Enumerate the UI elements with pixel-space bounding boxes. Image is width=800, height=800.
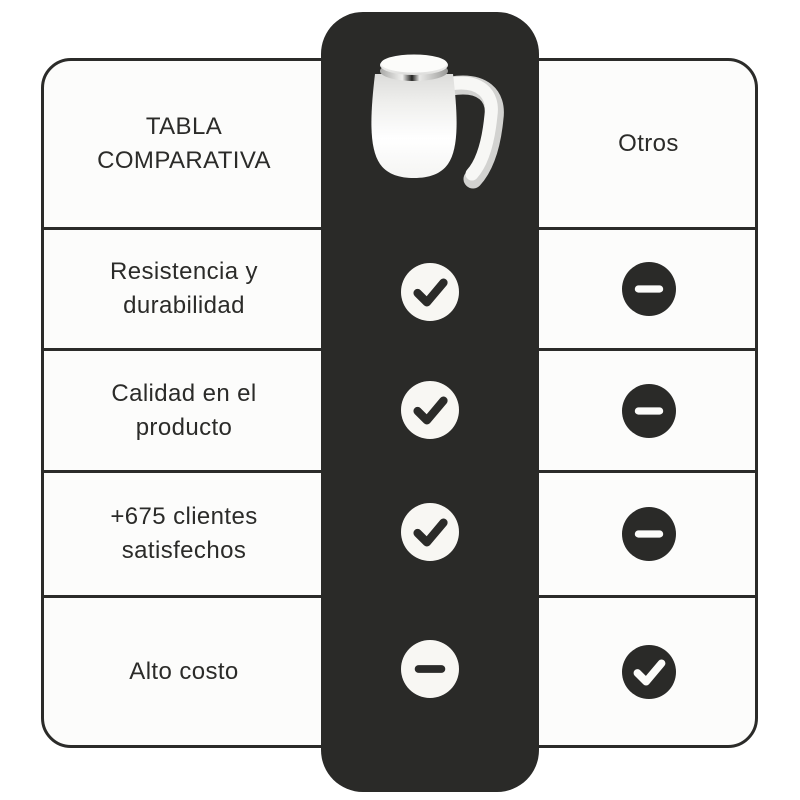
feature-cell bbox=[44, 230, 324, 348]
check-icon bbox=[622, 645, 676, 699]
row-label: Alto costo bbox=[129, 657, 239, 685]
product-mug-image bbox=[361, 52, 521, 198]
check-icon bbox=[401, 263, 459, 321]
others-cell bbox=[542, 351, 755, 470]
feature-cell bbox=[44, 473, 324, 595]
row-label: +675 clientes satisfechos bbox=[110, 503, 258, 564]
minus-icon bbox=[622, 507, 676, 561]
others-cell bbox=[542, 598, 755, 745]
row-label: Calidad en el producto bbox=[111, 379, 257, 441]
minus-icon bbox=[622, 384, 676, 438]
check-icon bbox=[401, 503, 459, 561]
table-title-cell bbox=[44, 61, 324, 227]
table-title: TABLA COMPARATIVA bbox=[97, 113, 271, 174]
others-cell bbox=[542, 230, 755, 348]
others-header-cell bbox=[542, 61, 755, 227]
check-icon bbox=[401, 381, 459, 439]
others-column-header: Otros bbox=[618, 130, 679, 157]
product-column bbox=[321, 12, 539, 792]
row-label: Resistencia y durabilidad bbox=[110, 258, 258, 319]
others-cell bbox=[542, 473, 755, 595]
feature-cell bbox=[44, 598, 324, 745]
minus-icon bbox=[401, 640, 459, 698]
minus-icon bbox=[622, 262, 676, 316]
feature-cell bbox=[44, 351, 324, 470]
